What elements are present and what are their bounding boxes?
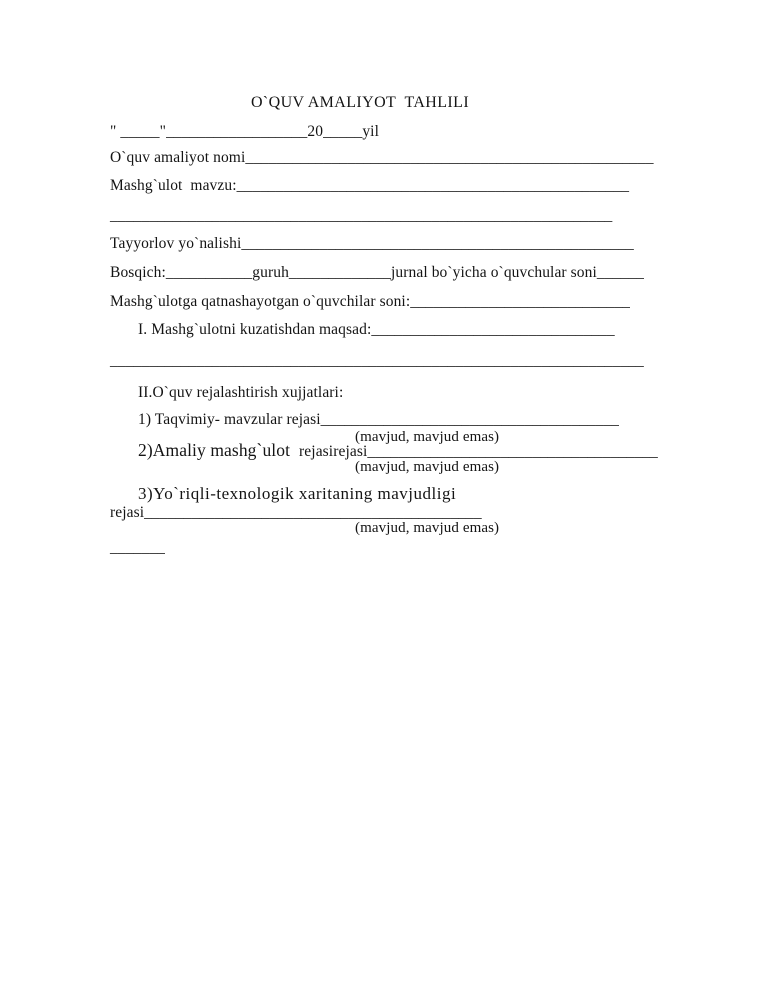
trailing-rule: _______: [110, 539, 165, 556]
lesson-topic-field: Mashg`ulot mavzu:__________________________________________________: [110, 177, 630, 194]
item2-prefix-text: 2)Amaliy mashg`ulot: [138, 440, 300, 460]
section1-continuation-rule: ____________________________________________________________________: [110, 352, 644, 369]
training-direction-field: Tayyorlov yo`nalishi__________________________________________________: [110, 235, 634, 252]
attendance-count-field: Mashg`ulotga qatnashayotgan o`quvchilar soni:____________________________: [110, 293, 631, 310]
item3-technological-map-text: 3)Yo`riqli-texnologik xaritaning mavjudligi: [138, 484, 457, 503]
lesson-topic-continuation-rule: ________________________________________________________________: [110, 207, 613, 224]
stage-group-journal-field: Bosqich:___________guruh_____________jurnal bo`yicha o`quvchular soni______: [110, 264, 645, 281]
item1-calendar-thematic-plan-field: 1) Taqvimiy- mavzular rejasi______________________________________: [138, 411, 619, 428]
item2-suffix-text: rejasirejasi_____________________________________: [299, 443, 658, 460]
item2-practical-lesson-plan-field: [138, 442, 658, 460]
section1-observation-purpose-field: I. Mashg`ulotni kuzatishdan maqsad:_______________________________: [138, 321, 615, 338]
date-line: " _____"__________________20_____yil: [110, 123, 379, 140]
availability-note-3: (mavjud, mavjud emas): [355, 520, 500, 536]
item3-plan-field: rejasi___________________________________________: [110, 504, 482, 521]
availability-note-2: (mavjud, mavjud emas): [355, 459, 500, 475]
document-title: O`QUV AMALIYOT TAHLILI: [250, 94, 470, 111]
availability-note-1: (mavjud, mavjud emas): [355, 429, 500, 445]
section2-heading: II.O`quv rejalashtirish xujjatlari:: [138, 384, 344, 401]
practice-name-field: O`quv amaliyot nomi____________________________________________________: [110, 149, 654, 166]
